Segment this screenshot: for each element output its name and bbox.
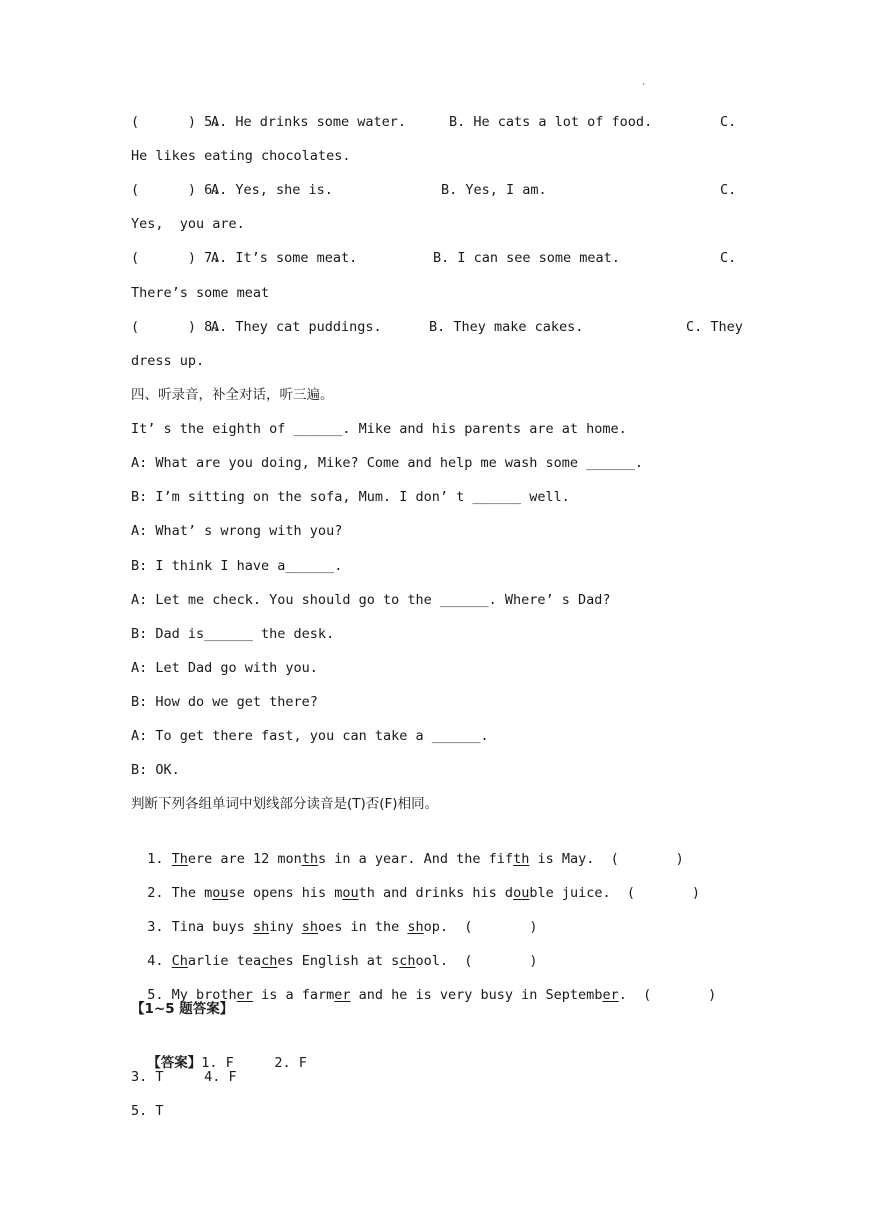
dialogue-line: A: What’ s wrong with you?: [131, 523, 343, 539]
answers-heading: 【1~5 题答案】: [131, 1001, 234, 1017]
phonics-item-4: 4. Charlie teaches English at school. ( ): [147, 953, 538, 969]
underlined-letters: ch: [399, 953, 416, 969]
option-c-prefix: C. They: [686, 319, 743, 335]
underlined-letters: ou: [212, 885, 229, 901]
underlined-letters: ch: [261, 953, 278, 969]
answers-row-3: 5. T: [131, 1103, 164, 1119]
answers-row-2: 3. T 4. F: [131, 1069, 237, 1085]
underlined-letters: sh: [407, 919, 424, 935]
answer-blank[interactable]: op. ( ): [423, 919, 538, 935]
option-c-prefix: C.: [720, 250, 737, 266]
dialogue-line: B: I’m sitting on the sofa, Mum. I don’ t ______ well.: [131, 489, 570, 505]
underlined-letters: er: [236, 987, 253, 1003]
option-b: B. I can see some meat.: [433, 250, 620, 266]
underlined-letters: er: [602, 987, 619, 1003]
dialogue-line: B: OK.: [131, 762, 180, 778]
option-b: B. Yes, I am.: [441, 182, 547, 198]
underlined-letters: th: [301, 851, 318, 867]
answer-blank[interactable]: ool. ( ): [415, 953, 538, 969]
phonics-item-1: 1. There are 12 months in a year. And the fifth is May. ( ): [147, 851, 684, 867]
option-c: dress up.: [131, 353, 205, 369]
underlined-letters: sh: [301, 919, 318, 935]
underlined-letters: Ch: [171, 953, 188, 969]
underlined-letters: er: [334, 987, 351, 1003]
option-b: B. They make cakes.: [429, 319, 584, 335]
underlined-letters: th: [513, 851, 530, 867]
option-c: Yes, you are.: [131, 216, 245, 232]
phonics-title: 判断下列各组单词中划线部分读音是(T)否(F)相同。: [131, 796, 439, 812]
option-c: He likes eating chocolates.: [131, 148, 351, 164]
phonics-item-2: 2. The mouse opens his mouth and drinks his double juice. ( ): [147, 885, 701, 901]
underlined-letters: Th: [171, 851, 188, 867]
answer-blank-6[interactable]: ( ) 6.: [131, 182, 221, 198]
answer-blank[interactable]: ble juice. ( ): [529, 885, 701, 901]
answer-blank-8[interactable]: ( ) 8.: [131, 319, 221, 335]
option-a: A. They cat puddings.: [211, 319, 382, 335]
underlined-letters: ou: [342, 885, 359, 901]
option-a: A. It’s some meat.: [211, 250, 358, 266]
underlined-letters: ou: [513, 885, 530, 901]
header-dot: ·: [641, 80, 647, 90]
phonics-item-5: 5. My brother is a farmer and he is very busy in September. ( ): [147, 987, 717, 1003]
option-a: A. Yes, she is.: [211, 182, 333, 198]
option-c-prefix: C.: [720, 114, 737, 130]
dialogue-line: B: Dad is______ the desk.: [131, 626, 335, 642]
underlined-letters: sh: [252, 919, 270, 935]
dialogue-line: A: To get there fast, you can take a ______.: [131, 728, 489, 744]
answer-blank[interactable]: . ( ): [618, 987, 717, 1003]
answer-blank-7[interactable]: ( ) 7.: [131, 250, 221, 266]
answers-row-1: 【答案】1. F 2. F: [147, 1055, 307, 1071]
option-c-prefix: C.: [720, 182, 737, 198]
answers-label: 【答案】: [147, 1055, 202, 1071]
option-a: A. He drinks some water.: [211, 114, 407, 130]
answer-blank[interactable]: is May. ( ): [529, 851, 684, 867]
answer-blank-5[interactable]: ( ) 5.: [131, 114, 221, 130]
dialogue-line: A: Let Dad go with you.: [131, 660, 318, 676]
dialogue-line: B: How do we get there?: [131, 694, 318, 710]
dialogue-line: A: Let me check. You should go to the ______. Where’ s Dad?: [131, 592, 611, 608]
option-b: B. He cats a lot of food.: [449, 114, 653, 130]
dialogue-line: B: I think I have a______.: [131, 558, 343, 574]
dialogue-line: It’ s the eighth of ______. Mike and his parents are at home.: [131, 421, 627, 437]
option-c: There’s some meat: [131, 285, 270, 301]
dialogue-line: A: What are you doing, Mike? Come and help me wash some ______.: [131, 455, 644, 471]
section-4-title: 四、听录音，补全对话，听三遍。: [131, 387, 334, 403]
phonics-item-3: 3. Tina buys shiny shoes in the shop. ( ): [147, 919, 538, 935]
